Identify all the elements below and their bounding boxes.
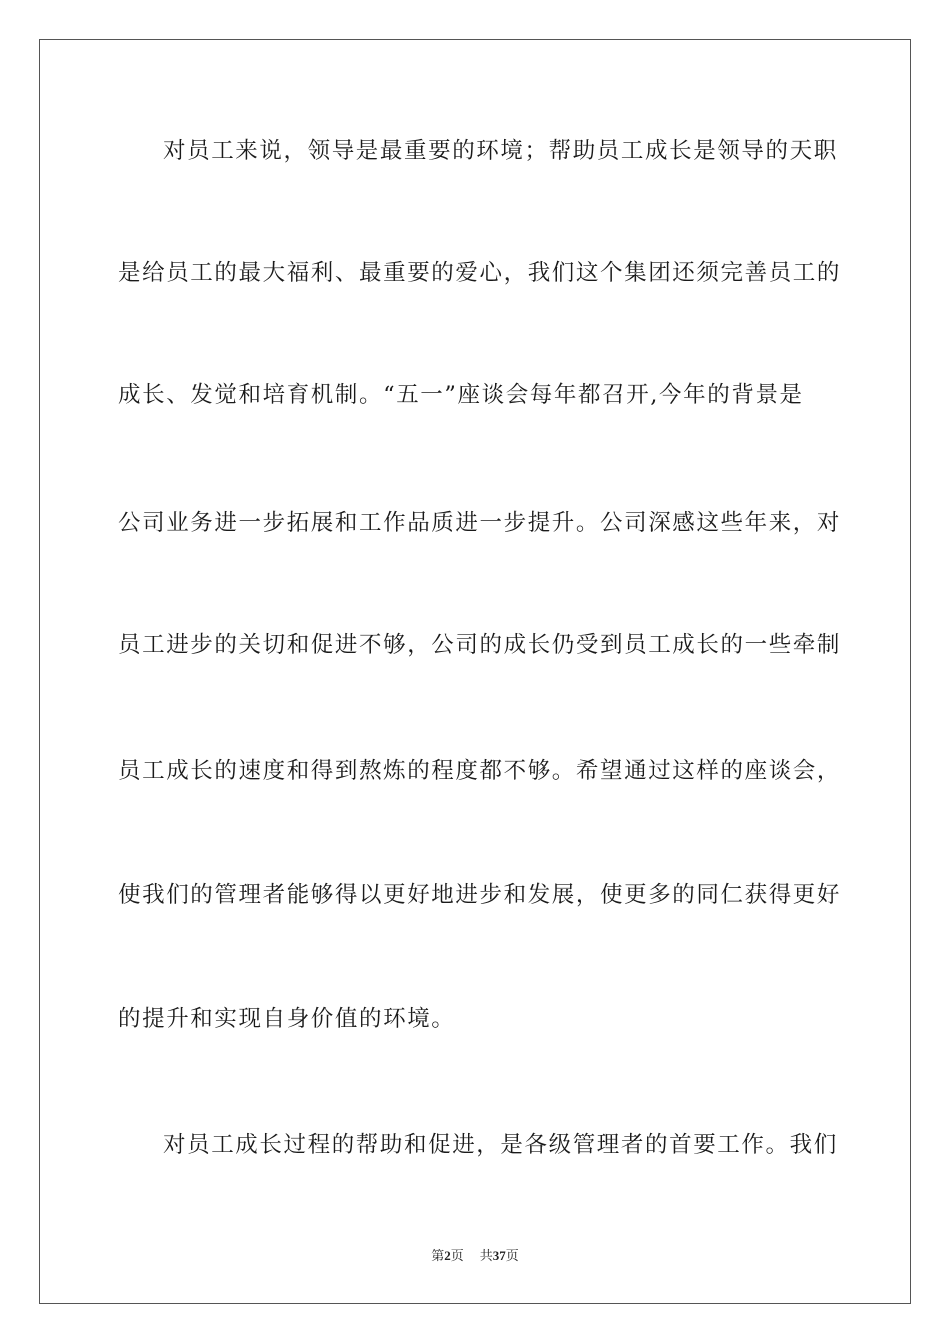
total-suffix: 页 [505, 1249, 519, 1264]
paragraph-1-line-4: 公司业务进一步拓展和工作品质进一步提升。公司深感这些年来，对 [118, 510, 842, 536]
page-total: 37 [492, 1248, 506, 1263]
page-border [39, 39, 911, 1304]
paragraph-1-line-2: 是给员工的最大福利、最重要的爱心，我们这个集团还须完善员工的 [118, 260, 842, 286]
paragraph-1-line-5: 员工进步的关切和促进不够，公司的成长仍受到员工成长的一些牵制 [118, 632, 842, 658]
total-prefix: 共 [479, 1249, 493, 1264]
paragraph-1-line-7: 使我们的管理者能够得以更好地进步和发展，使更多的同仁获得更好 [118, 882, 842, 908]
paragraph-1-line-1: 对员工来说，领导是最重要的环境；帮助员工成长是领导的天职 [163, 138, 838, 164]
paragraph-2-line-1: 对员工成长过程的帮助和促进，是各级管理者的首要工作。我们 [163, 1132, 838, 1158]
paragraph-1-line-6: 员工成长的速度和得到熬炼的程度都不够。希望通过这样的座谈会， [118, 758, 842, 784]
paragraph-1-line-8: 的提升和实现自身价值的环境。 [118, 1006, 456, 1032]
page-current: 2 [444, 1248, 451, 1263]
page-footer [0, 1247, 950, 1266]
page-prefix: 第 [431, 1249, 445, 1264]
page-suffix: 页 [450, 1249, 464, 1264]
paragraph-1-line-3: 成长、发觉和培育机制。“五一”座谈会每年都召开,今年的背景是 [118, 382, 804, 408]
